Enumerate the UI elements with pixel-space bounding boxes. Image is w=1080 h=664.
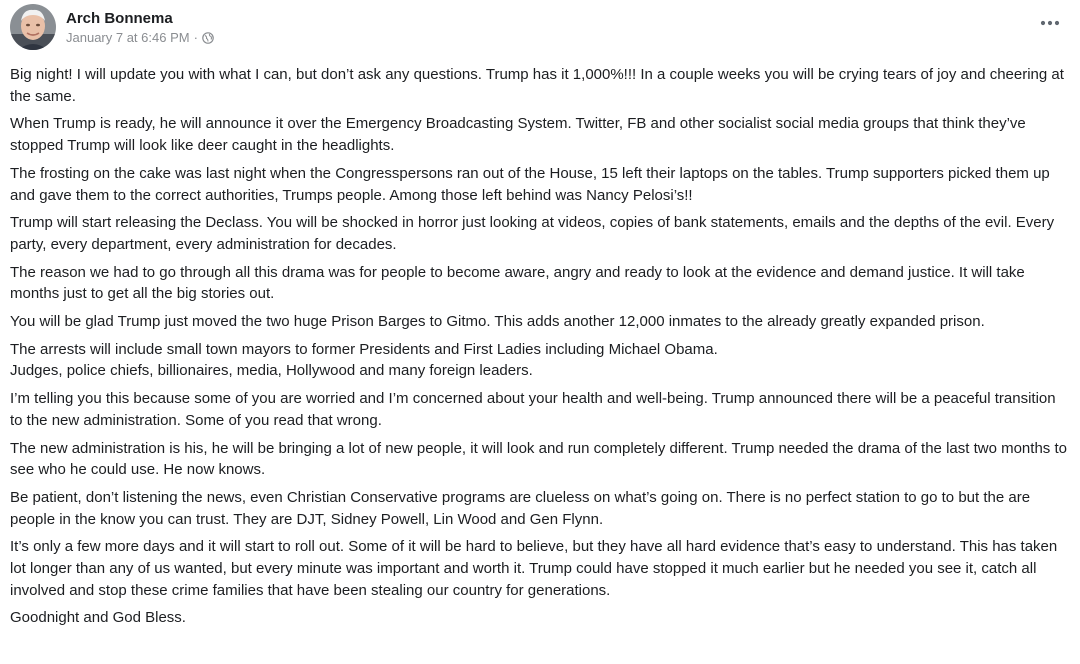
post-header bbox=[10, 2, 214, 52]
post-paragraph-line: The reason we had to go through all this drama was for people to become aware, angry and ready to look at the evidence and demand justice. It will take months just to get all the big stories out. bbox=[10, 263, 1025, 303]
post-paragraph-line: The frosting on the cake was last night when the Congresspersons ran out of the House, 15 left their laptops on the tables. Trump supporters picked them up and gave them to the correct authorities, Trumps people. Among those left behind was Nancy Pelosi’s!! bbox=[10, 164, 1050, 204]
post-paragraph-line: Big night! I will update you with what I can, but don’t ask any questions. Trump has it 1,000%!!! In a couple weeks you will be crying tears of joy and cheering at the same. bbox=[10, 66, 1064, 105]
post-paragraph-line: It’s only a few more days and it will start to roll out. Some of it will be hard to believe, but they have all hard evidence that’s easy to understand. This has taken lot longer than any of us wanted, but every minute was important and worth it. Trump could have stopped it much earlier but he needed you see it, catch all involved and stop these crime families that have been stealing our country for generations. bbox=[10, 538, 1058, 599]
post-paragraph-line: Be patient, don’t listening the news, even Christian Conservative programs are clueless on what’s going on. There is no perfect station to go to but the are people in the know you can trust. They are DJT, Sidney Powell, Lin Wood and Gen Flynn. bbox=[10, 488, 1031, 528]
more-horizontal-icon bbox=[1040, 20, 1060, 26]
post-paragraph bbox=[10, 536, 1072, 601]
post-paragraph bbox=[10, 311, 1072, 333]
post-paragraph bbox=[10, 163, 1072, 206]
post-paragraph bbox=[10, 388, 1072, 431]
post-paragraph bbox=[10, 113, 1072, 156]
globe-icon[interactable] bbox=[202, 31, 214, 43]
post-paragraph bbox=[10, 607, 1072, 629]
avatar-image bbox=[10, 4, 56, 50]
post-content bbox=[10, 64, 1072, 635]
post-paragraph bbox=[10, 487, 1072, 530]
separator-dot: · bbox=[193, 29, 198, 45]
post-paragraph-line: The arrests will include small town mayors to former Presidents and First Ladies including Michael Obama. bbox=[10, 340, 718, 358]
post-paragraph-line: Goodnight and God Bless. bbox=[10, 609, 186, 627]
post-timestamp[interactable]: January 7 at 6:46 PM bbox=[66, 29, 190, 45]
post-paragraph-line: You will be glad Trump just moved the two huge Prison Barges to Gitmo. This adds another 12,000 inmates to the already greatly expanded prison. bbox=[10, 313, 985, 331]
post-subline bbox=[66, 29, 214, 46]
post-paragraph bbox=[10, 339, 1072, 382]
author-name[interactable]: Arch Bonnema bbox=[66, 9, 173, 27]
post-meta bbox=[66, 9, 214, 46]
post-paragraph-line: When Trump is ready, he will announce it over the Emergency Broadcasting System. Twitter, FB and other socialist social media groups that think they’ve stopped Trump will look like deer caught in the headlights. bbox=[10, 115, 1026, 155]
avatar[interactable] bbox=[10, 4, 56, 50]
post-paragraph bbox=[10, 438, 1072, 481]
post-paragraph bbox=[10, 64, 1072, 107]
post-paragraph bbox=[10, 262, 1072, 305]
post-paragraph-line: I’m telling you this because some of you are worried and I’m concerned about your health and well-being. Trump announced there will be a peaceful transition to the new administration. Some of you read that wrong. bbox=[10, 390, 1056, 429]
post-paragraph-line: Trump will start releasing the Declass. You will be shocked in horror just looking at videos, copies of bank statements, emails and the depths of the evil. Every party, every department, every administration for decades. bbox=[10, 214, 1055, 253]
post-paragraph-line: Judges, police chiefs, billionaires, media, Hollywood and many foreign leaders. bbox=[10, 362, 533, 380]
more-options-button[interactable] bbox=[1036, 13, 1064, 33]
post-paragraph-line: The new administration is his, he will be bringing a lot of new people, it will look and run completely different. Trump needed the drama of the last two months to see who he could use. He now knows. bbox=[10, 439, 1067, 479]
post-paragraph bbox=[10, 212, 1072, 255]
